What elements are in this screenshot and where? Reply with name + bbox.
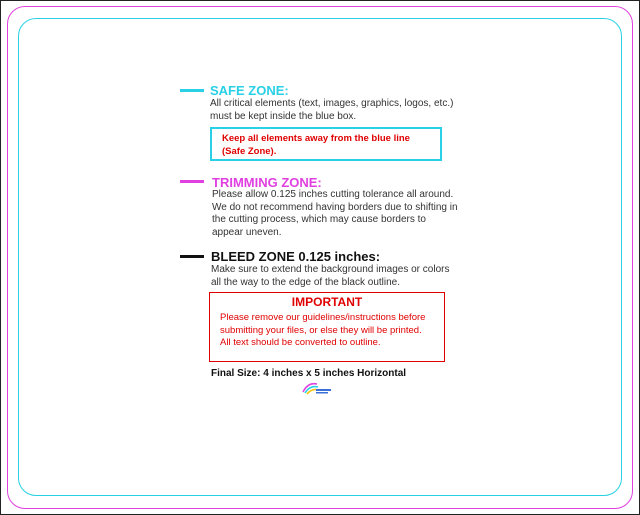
trimming-zone-line-1: Please allow 0.125 inches cutting tolerance all around. [212, 189, 454, 200]
bleed-zone-title: BLEED ZONE 0.125 inches: [211, 249, 381, 264]
bleed-zone-line-1: Make sure to extend the background images or colors [211, 264, 450, 275]
safe-zone-description [210, 98, 470, 123]
safe-zone-notice-text [222, 133, 432, 158]
important-notice-box [209, 292, 445, 362]
trimming-zone-line-4: appear uneven. [212, 226, 282, 238]
bleed-zone-line-2: all the way to the edge of the black outline. [211, 276, 401, 288]
printing-logo-icon [300, 380, 334, 396]
important-title: IMPORTANT [291, 295, 363, 309]
trimming-zone-legend-line [180, 180, 204, 183]
final-size-label: Final Size: 4 inches x 5 inches Horizontal [211, 368, 407, 379]
important-text [220, 312, 442, 350]
safe-zone-line-2: must be kept inside the blue box. [210, 110, 357, 122]
trimming-zone-line-3: the cutting process, which may cause borders to [212, 214, 426, 225]
bleed-zone-description [211, 264, 471, 289]
safe-zone-legend-line [180, 89, 204, 92]
important-line-3: All text should be converted to outline. [220, 337, 381, 348]
safe-zone-title: SAFE ZONE: [210, 83, 289, 98]
safe-zone-notice-box [210, 127, 442, 161]
trimming-zone-title: TRIMMING ZONE: [212, 175, 322, 190]
trimming-zone-description [212, 189, 482, 239]
important-line-2: submitting your files, or else they will be printed. [220, 324, 422, 336]
safe-zone-notice-line-2: (Safe Zone). [222, 145, 277, 157]
safe-zone-notice-line-1: Keep all elements away from the blue line [222, 133, 410, 144]
bleed-zone-legend-line [180, 255, 204, 258]
important-line-1: Please remove our guidelines/instructions before [220, 312, 426, 323]
trimming-zone-line-2: We do not recommend having borders due to shifting in [212, 201, 458, 213]
safe-zone-line-1: All critical elements (text, images, graphics, logos, etc.) [210, 98, 454, 109]
